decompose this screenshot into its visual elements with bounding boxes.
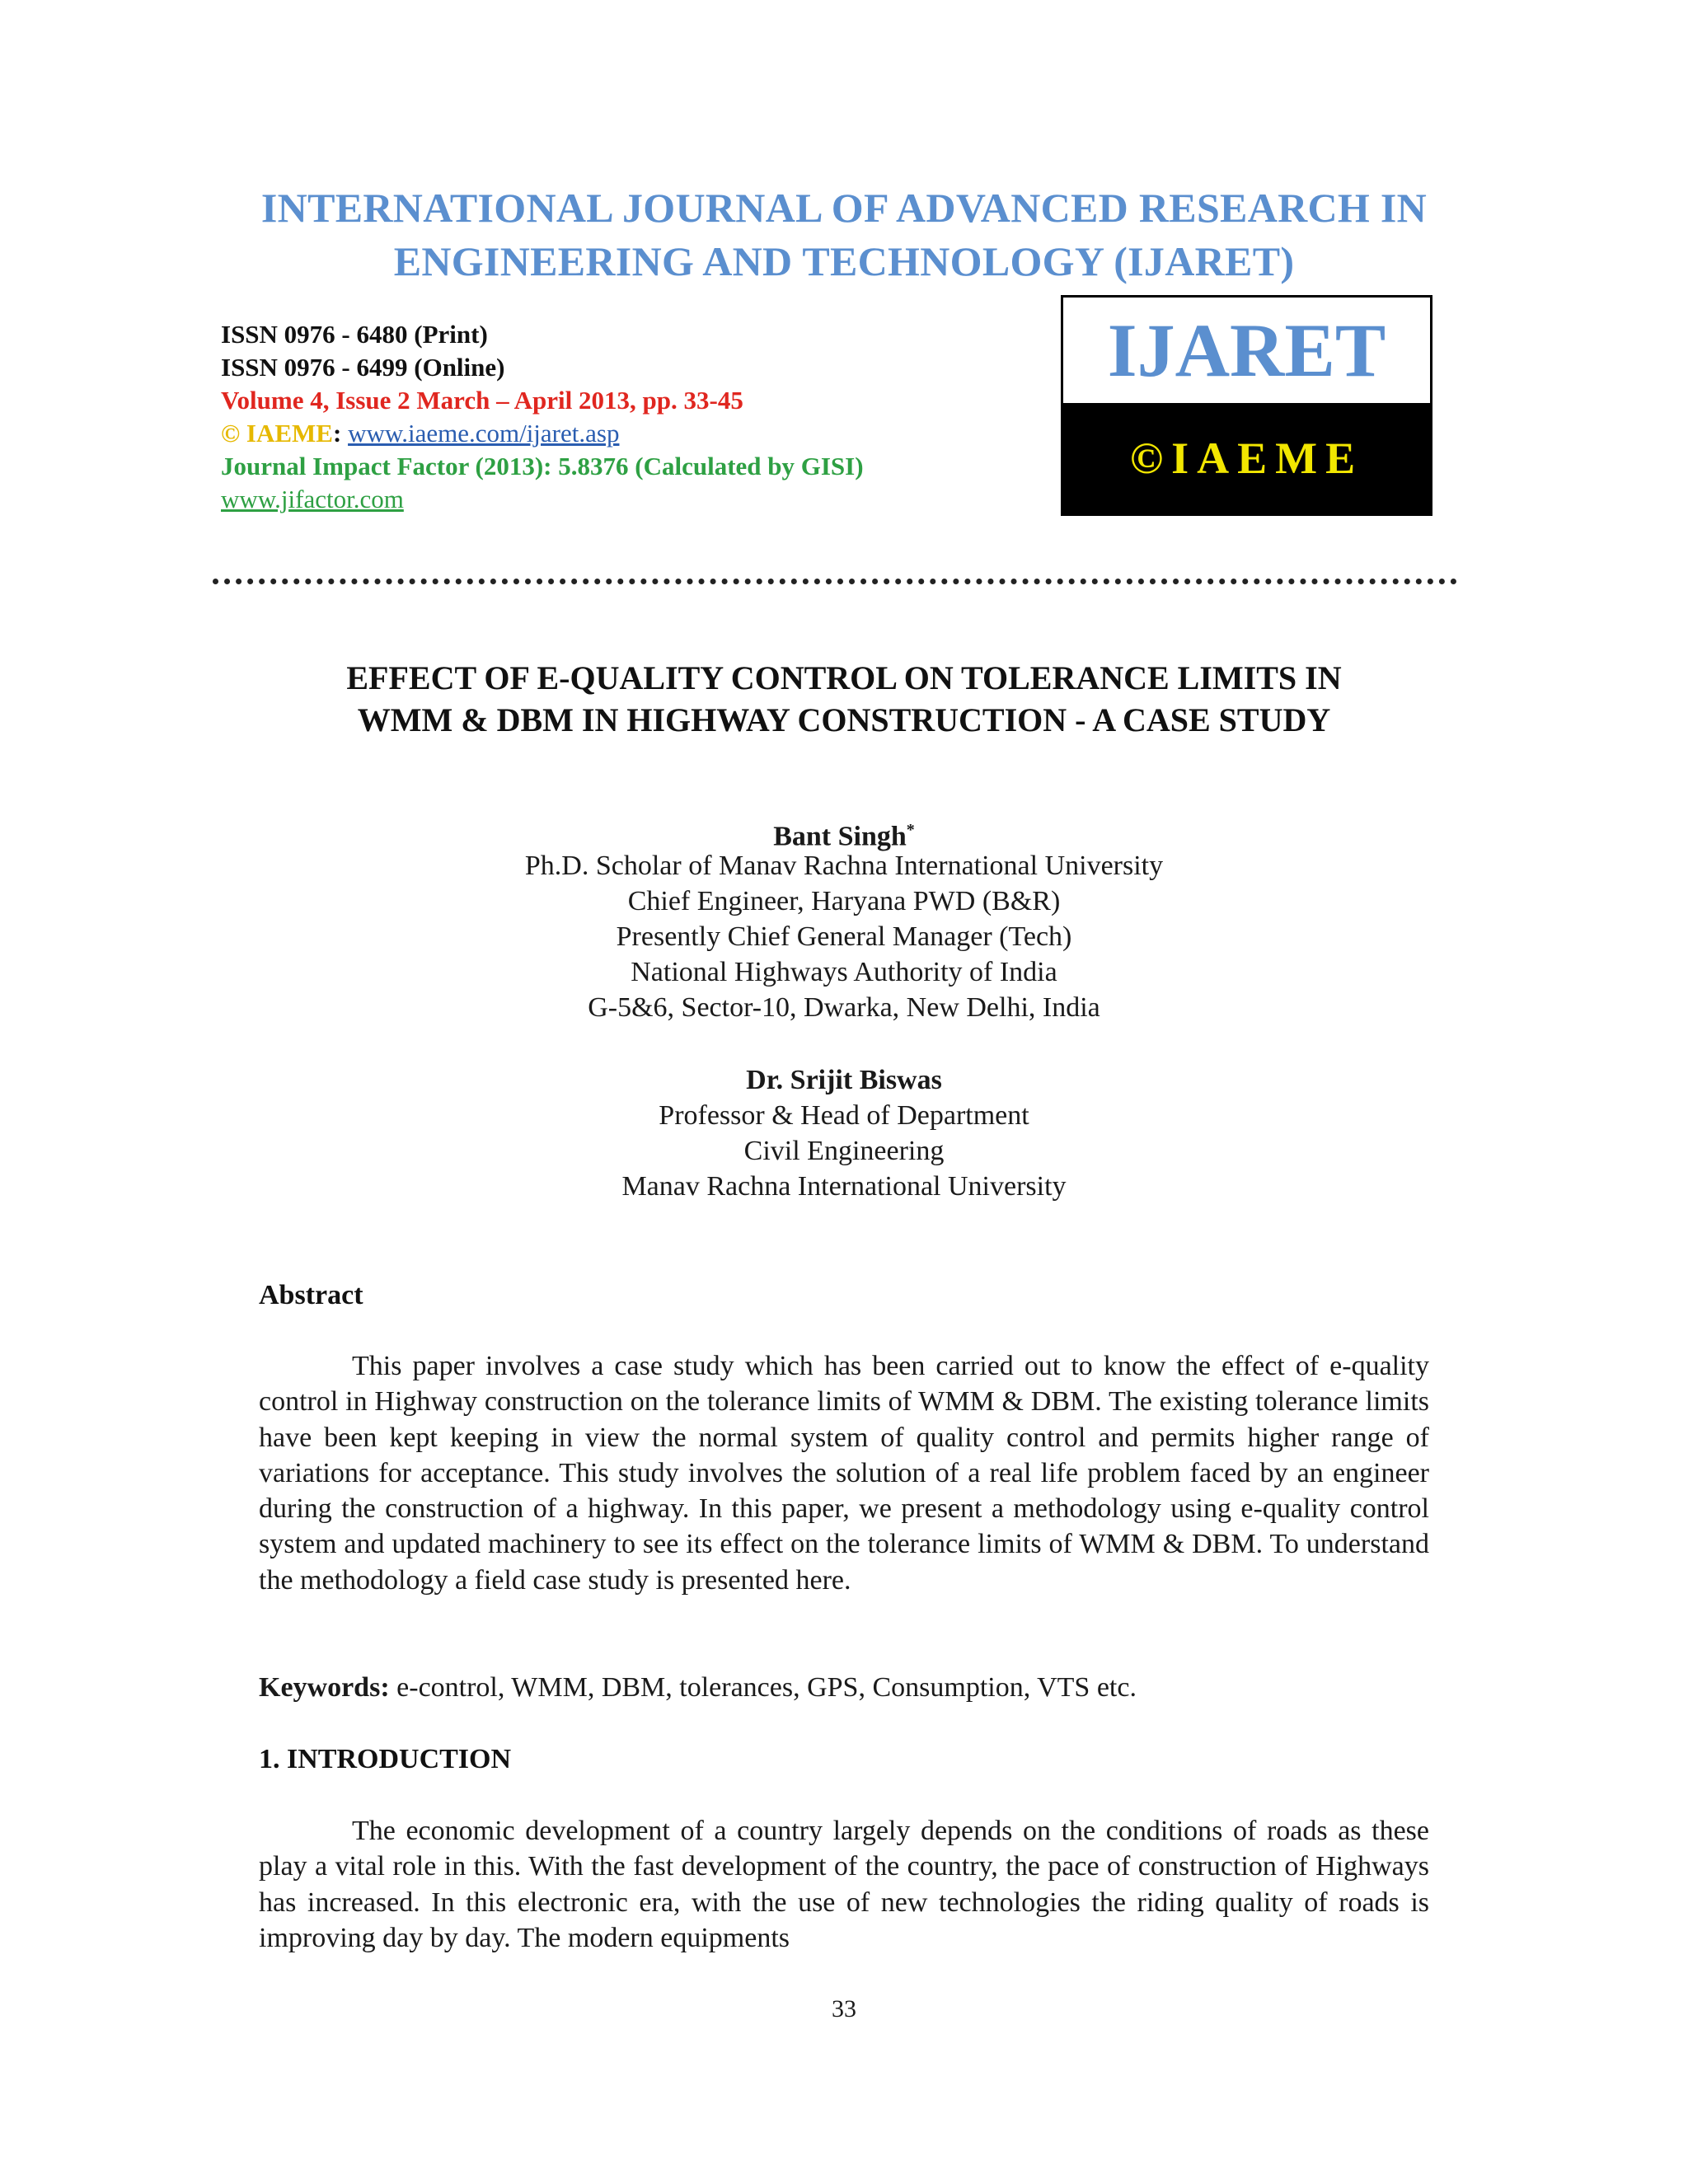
keywords-text: e-control, WMM, DBM, tolerances, GPS, Consumption, VTS etc. [389, 1672, 1137, 1703]
journal-website-link[interactable]: www.iaeme.com/ijaret.asp [348, 419, 620, 448]
author-2-affiliation-line: Civil Engineering [743, 1136, 945, 1166]
keywords-label: Keywords: [259, 1672, 390, 1703]
impact-site-link[interactable]: www.jifactor.com [221, 485, 404, 513]
introduction-text: The economic development of a country largely depends on the conditions of roads as these play a vital role in this. With the fast development of the country, the pace of construction of Highways has increased. In this electronic era, with the use of new technologies the riding quality of roads is improving day by day. The modern equipments [259, 1816, 1429, 1953]
author-1-affiliation-line: Chief Engineer, Haryana PWD (B&R) [627, 886, 1061, 916]
abstract-heading: Abstract [259, 1280, 363, 1310]
author-1-marker: * [906, 821, 915, 839]
journal-title-line-1: INTERNATIONAL JOURNAL OF ADVANCED RESEARCH IN [260, 185, 1428, 231]
issn-print: ISSN 0976 - 6480 (Print) [221, 320, 488, 349]
introduction-heading: 1. INTRODUCTION [259, 1744, 512, 1774]
author-2-name: Dr. Srijit Biswas [746, 1065, 942, 1095]
paper-title-line-1: EFFECT OF E-QUALITY CONTROL ON TOLERANCE LIMITS IN [346, 659, 1342, 696]
volume-info: Volume 4, Issue 2 March – April 2013, pp. 33-45 [221, 386, 743, 415]
author-1-affiliation-line: Ph.D. Scholar of Manav Rachna International University [524, 851, 1164, 881]
abstract-text: This paper involves a case study which has been carried out to know the effect of e-quality control in Highway construction on the tolerance limits of WMM & DBM. The existing tolerance limits have been kept keeping in view the normal system of quality control and permits higher range of variations for acceptance. This study involves the solution of a real life problem faced by an engineer during the construction of a highway. In this paper, we present a methodology using e-quality control system and updated machinery to see its effect on the tolerance limits of WMM & DBM. To understand the methodology a field case study is presented here. [259, 1351, 1429, 1596]
logo-bottom-text: ©IAEME [1063, 403, 1430, 513]
issn-online: ISSN 0976 - 6499 (Online) [221, 353, 505, 382]
impact-site-line [221, 483, 404, 516]
journal-title-line-2: ENGINEERING AND TECHNOLOGY (IJARET) [393, 238, 1295, 284]
paper-title-line-2: WMM & DBM IN HIGHWAY CONSTRUCTION - A CASE STUDY [357, 701, 1331, 738]
journal-logo [1061, 295, 1432, 516]
copyright-prefix: © IAEME [221, 419, 333, 448]
dotted-divider [213, 579, 1457, 584]
logo-top-text: IJARET [1107, 308, 1386, 392]
author-1-affiliation-line: Presently Chief General Manager (Tech) [616, 921, 1072, 952]
author-2-affiliation-line: Manav Rachna International University [621, 1171, 1067, 1202]
author-1-affiliation-line: National Highways Authority of India [631, 957, 1057, 987]
author-1-name: Bant Singh [773, 821, 907, 852]
copyright-colon: : [332, 419, 342, 448]
impact-factor: Journal Impact Factor (2013): 5.8376 (Calculated by GISI) [221, 452, 864, 480]
keywords-line [259, 1670, 1137, 1705]
author-2-affiliation-line: Professor & Head of Department [659, 1100, 1029, 1131]
author-1-affiliation-line: G-5&6, Sector-10, Dwarka, New Delhi, India [588, 992, 1100, 1023]
copyright-line [221, 417, 619, 450]
page-number: 33 [832, 1995, 856, 2022]
